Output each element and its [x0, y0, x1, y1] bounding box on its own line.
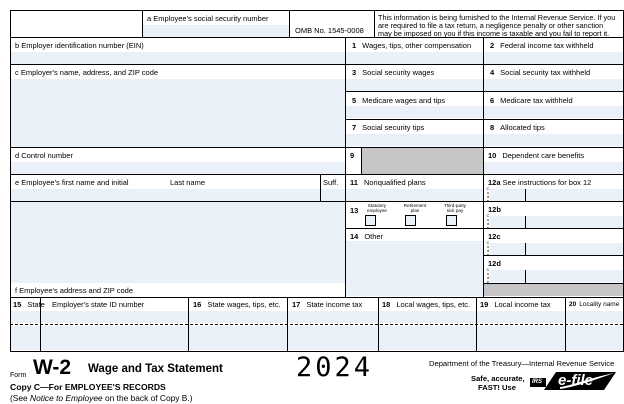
box7-field[interactable] — [346, 134, 483, 146]
box13-label: 13 — [350, 206, 359, 215]
box12b-label: 12b — [488, 205, 501, 214]
box12d-code-field[interactable] — [490, 270, 525, 282]
box8-field[interactable] — [484, 134, 623, 146]
box12b-amount-field[interactable] — [526, 216, 623, 228]
employee-address-label: f Employee's address and ZIP code — [15, 286, 134, 295]
box19-label: 19 Local income tax — [480, 300, 551, 309]
safe-accurate-text: Safe, accurate, — [471, 374, 525, 383]
box12d-label: 12d — [488, 259, 501, 268]
suffix-label: Suff. — [323, 178, 339, 187]
efile-text: e-file — [558, 372, 594, 389]
form-word: Form — [10, 372, 27, 379]
box12a-label: 12a See instructions for box 12 — [488, 178, 592, 187]
box2-field[interactable] — [484, 52, 623, 64]
statutory-employee-checkbox[interactable] — [365, 215, 376, 226]
state-row1-field[interactable] — [10, 311, 623, 323]
tax-year: 2024 — [296, 352, 374, 383]
state-row2-field[interactable] — [10, 326, 623, 350]
box7-label: 7 Social security tips — [352, 123, 425, 132]
fast-use-text: FAST! Use — [478, 383, 516, 392]
box11-label: 11 Nonqualified plans — [350, 178, 426, 187]
box17-label: 17 State income tax — [292, 300, 363, 309]
third-party-sick-pay-checkbox[interactable] — [446, 215, 457, 226]
form-name: W-2 — [33, 356, 72, 379]
box6-field[interactable] — [484, 106, 623, 118]
control-number-label: d Control number — [15, 151, 73, 160]
box5-field[interactable] — [346, 106, 483, 118]
department-line: Department of the Treasury—Internal Revenue Service — [429, 359, 615, 368]
box4-field[interactable] — [484, 79, 623, 91]
box12b-code-tag: C o d e — [486, 213, 490, 230]
employee-name-label: e Employee's first name and initial — [15, 178, 129, 187]
box4-label: 4 Social security tax withheld — [490, 68, 591, 77]
employee-suffix-field[interactable] — [321, 189, 345, 201]
copy-b-note: (See Notice to Employee on the back of Copy B.) — [10, 393, 193, 403]
ein-field[interactable] — [10, 52, 345, 64]
form-title: Wage and Tax Statement — [88, 363, 223, 375]
employee-last-name-field[interactable] — [168, 189, 320, 201]
box8-label: 8 Allocated tips — [490, 123, 545, 132]
employee-first-name-field[interactable] — [10, 189, 168, 201]
box12c-code-field[interactable] — [490, 243, 525, 255]
statutory-employee-label: Statutory employee — [367, 203, 387, 213]
box12a-code-field[interactable] — [490, 189, 525, 201]
box20-label: 20 Locality name — [569, 301, 620, 308]
box12c-label: 12c — [488, 232, 501, 241]
box3-field[interactable] — [346, 79, 483, 91]
last-name-label: Last name — [170, 178, 206, 187]
ssn-field[interactable] — [142, 25, 289, 37]
copy-designation: Copy C—For EMPLOYEE'S RECORDS — [10, 382, 166, 392]
notice-line-3: may be imposed on you if this income is taxable and you fail to report it. — [378, 29, 610, 38]
box5-label: 5 Medicare wages and tips — [352, 96, 446, 105]
third-party-sick-pay-label: Third-party sick pay — [443, 203, 467, 213]
box10-field[interactable] — [484, 162, 623, 174]
box16-label: 16 State wages, tips, etc. — [193, 300, 281, 309]
employer-name-address-field[interactable] — [10, 79, 345, 147]
omb-number: OMB No. 1545-0008 — [295, 26, 364, 35]
box3-label: 3 Social security wages — [352, 68, 435, 77]
box2-label: 2 Federal income tax withheld — [490, 41, 594, 50]
box10-label: 10 Dependent care benefits — [488, 151, 585, 160]
box15-employer-state-id-label: Employer's state ID number — [52, 300, 145, 309]
box11-field[interactable] — [346, 189, 483, 201]
employer-name-label: c Employer's name, address, and ZIP code — [15, 68, 159, 77]
box9-shaded — [361, 147, 483, 174]
box12b-code-field[interactable] — [490, 216, 525, 228]
box6-label: 6 Medicare tax withheld — [490, 96, 573, 105]
box14-label: 14 Other — [350, 232, 384, 241]
employee-address-field[interactable] — [10, 201, 345, 283]
ssn-label: a Employee's social security number — [147, 14, 269, 23]
control-number-field[interactable] — [10, 162, 345, 174]
ein-label: b Employer identification number (EIN) — [15, 41, 144, 50]
box1-field[interactable] — [346, 52, 483, 64]
box14-field[interactable] — [346, 241, 483, 296]
box12c-amount-field[interactable] — [526, 243, 623, 255]
box12d-code-tag: C o d e — [486, 267, 490, 284]
retirement-plan-checkbox[interactable] — [405, 215, 416, 226]
box12-shaded — [484, 284, 623, 296]
notice-line-2: are required to file a tax return, a negligence penalty or other sanction — [378, 21, 604, 30]
notice-line-1: This information is being furnished to the Internal Revenue Service. If you — [378, 13, 616, 22]
irs-text: IRS — [532, 379, 543, 385]
box15-label: 15 State — [13, 300, 45, 309]
box9-label: 9 — [350, 151, 355, 160]
box12a-code-tag: C o d e — [486, 186, 490, 203]
irs-efile-logo — [530, 369, 618, 393]
box12c-code-tag: C o d e — [486, 240, 490, 257]
box1-label: 1 Wages, tips, other compensation — [352, 41, 472, 50]
box12d-amount-field[interactable] — [526, 270, 623, 282]
box18-label: 18 Local wages, tips, etc. — [382, 300, 471, 309]
retirement-plan-label: Retirement plan — [403, 203, 427, 213]
box12a-amount-field[interactable] — [526, 189, 623, 201]
